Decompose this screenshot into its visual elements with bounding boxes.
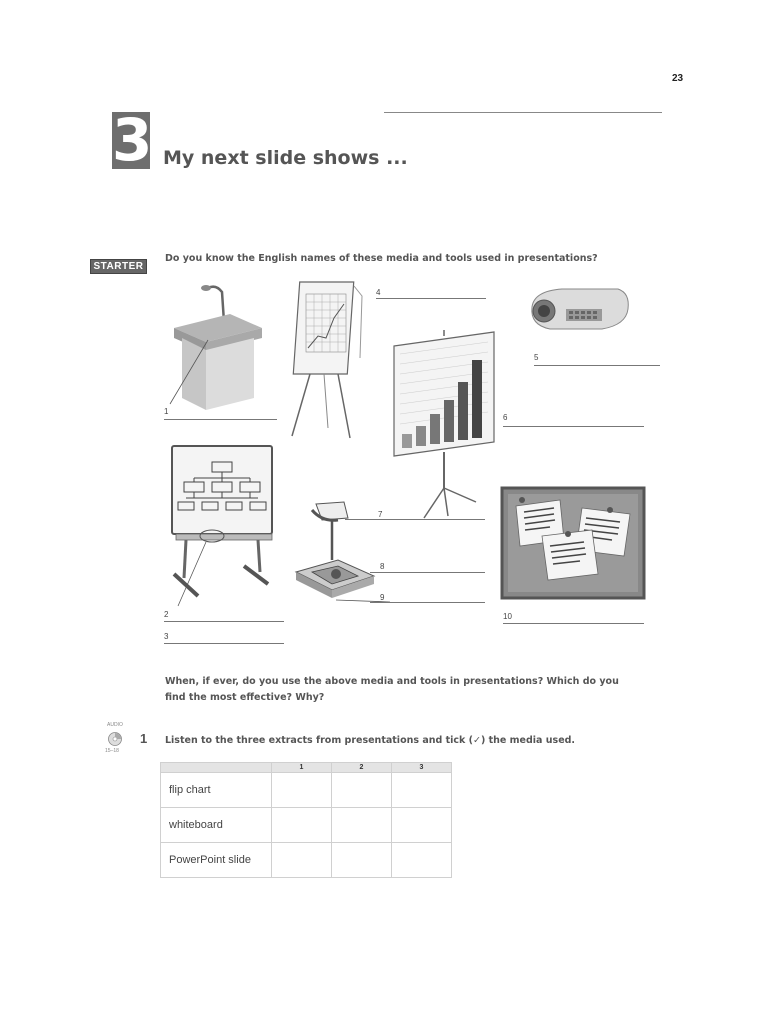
label-number: 5 [534,353,539,362]
tick-cell[interactable] [392,773,452,808]
tick-table [160,762,452,878]
label-number: 9 [380,593,385,602]
audio-track-numbers: 15–18 [105,748,119,754]
tick-cell[interactable] [392,808,452,843]
whiteboard-illustration [166,442,278,612]
tick-cell[interactable] [272,773,332,808]
answer-line [503,426,644,427]
unit-number: 3 [112,106,153,174]
flip-chart-illustration [288,278,368,440]
row-label: flip chart [161,773,272,808]
overhead-projector-illustration [292,498,392,608]
answer-line [164,643,284,644]
exercise-number: 1 [140,731,148,746]
notice-board-illustration [500,486,646,600]
label-number: 8 [380,562,385,571]
audio-label: AUDIO [107,722,123,728]
label-number: 7 [378,510,383,519]
table-header-row [161,763,452,773]
table-header-cell: 2 [332,763,392,773]
answer-line [376,298,486,299]
label-number: 6 [503,413,508,422]
lectern-illustration [168,280,268,420]
answer-line [345,519,485,520]
label-number: 2 [164,610,169,619]
starter-badge: STARTER [90,259,147,274]
label-number: 4 [376,288,381,297]
page-number: 23 [672,73,684,84]
row-label: whiteboard [161,808,272,843]
answer-line [503,623,644,624]
tick-cell[interactable] [272,808,332,843]
answer-line [164,621,284,622]
projection-screen-illustration [390,330,500,520]
answer-line [534,365,660,366]
tick-cell[interactable] [272,843,332,878]
label-number: 3 [164,632,169,641]
tick-cell[interactable] [332,773,392,808]
row-label: PowerPoint slide [161,843,272,878]
table-row [161,808,452,843]
table-header-cell: 1 [272,763,332,773]
tick-cell[interactable] [332,808,392,843]
starter-question: Do you know the English names of these media and tools used in presentations? [165,253,598,264]
label-number: 10 [503,612,512,621]
table-header-cell: 3 [392,763,452,773]
label-number: 1 [164,407,169,416]
top-rule [384,112,662,113]
exercise-instruction: Listen to the three extracts from presentations and tick (✓) the media used. [165,735,576,746]
projector-illustration [522,283,632,335]
discussion-question: When, if ever, do you use the above media and tools in presentations? Which do you find the most effective? Why? [165,676,619,703]
tick-cell[interactable] [392,843,452,878]
cd-icon [108,732,122,746]
answer-line [370,572,485,573]
table-row [161,773,452,808]
tick-cell[interactable] [332,843,392,878]
answer-line [370,602,485,603]
answer-line [164,419,277,420]
table-row [161,843,452,878]
unit-title: My next slide shows ... [163,147,408,169]
table-header-empty [161,763,272,773]
